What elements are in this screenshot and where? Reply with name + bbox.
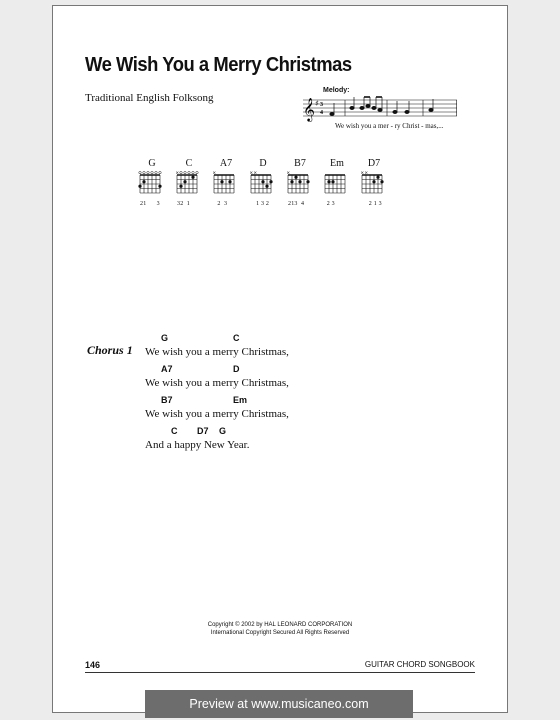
chord-fingering: 21 3	[140, 201, 160, 207]
muted-string-icon: ×	[364, 170, 369, 176]
preview-link-banner[interactable]: Preview at www.musicaneo.com	[145, 690, 413, 718]
muted-string-icon: ×	[212, 170, 217, 176]
finger-dot	[265, 185, 268, 188]
chord-fingering: 2 3	[214, 201, 228, 207]
chord-diagram	[137, 158, 167, 207]
finger-dot	[372, 180, 375, 183]
open-string-icon	[151, 171, 153, 173]
chord-symbols	[145, 395, 289, 408]
finger-dot	[380, 180, 383, 183]
open-string-icon	[155, 171, 157, 173]
chord-diagram	[174, 158, 204, 207]
chord-name: D	[259, 158, 267, 169]
treble-clef-icon: 𝄞	[303, 97, 315, 121]
chord-name: D7	[367, 158, 381, 169]
finger-dot	[138, 185, 141, 188]
chord-symbol: G	[219, 426, 227, 436]
fretboard-grid	[137, 169, 167, 195]
open-string-icon	[139, 171, 141, 173]
finger-dot	[327, 180, 330, 183]
lyric-line: We wish you a merry Christmas,	[145, 408, 289, 420]
chord-diagram	[322, 158, 352, 207]
chord-symbols	[145, 426, 249, 439]
finger-dot	[294, 176, 297, 179]
lyric-line: We wish you a merry Christmas,	[145, 346, 289, 358]
chorus-line	[145, 333, 289, 359]
finger-dot	[331, 180, 334, 183]
chord-symbol: G	[161, 333, 169, 343]
chord-symbols	[145, 333, 289, 346]
chord-name: A7	[219, 158, 233, 169]
finger-dot	[191, 176, 194, 179]
chord-diagram	[248, 158, 278, 207]
lyric-line: And a happy New Year.	[145, 439, 250, 451]
svg-text:4: 4	[320, 110, 323, 116]
finger-dot	[290, 180, 293, 183]
chord-diagram	[359, 158, 389, 207]
chorus-line	[145, 395, 289, 421]
copyright-line: Copyright © 2002 by HAL LEONARD CORPORATION	[207, 622, 353, 628]
melody-lyric: We wish you a mer - ry Christ - mas,...	[335, 122, 444, 130]
muted-string-icon: ×	[253, 170, 258, 176]
finger-dot	[269, 180, 272, 183]
chorus-line	[145, 426, 249, 452]
open-string-icon	[180, 171, 182, 173]
chord-symbol: D	[233, 364, 240, 374]
chord-fingering: 1 3 2	[251, 201, 270, 207]
finger-dot	[142, 180, 145, 183]
finger-dot	[261, 180, 264, 183]
melody-label: Melody:	[323, 87, 350, 94]
finger-dot	[179, 185, 182, 188]
chord-symbol: B7	[161, 395, 173, 405]
chord-fingering: 213 4	[288, 201, 305, 207]
muted-string-icon: ×	[286, 170, 291, 176]
fretboard-grid	[322, 169, 352, 195]
chord-name: C	[185, 158, 193, 169]
song-subtitle: Traditional English Folksong	[85, 92, 214, 104]
chord-symbols	[145, 364, 289, 377]
sheet-music-page	[52, 5, 508, 713]
finger-dot	[228, 180, 231, 183]
chord-fingering: 2 1 3	[362, 201, 382, 207]
chord-fingering: 2 3	[325, 201, 335, 207]
finger-dot	[376, 176, 379, 179]
chord-name: B7	[294, 158, 306, 169]
chord-fingering: 32 1	[177, 201, 190, 207]
lyric-line: We wish you a merry Christmas,	[145, 377, 289, 389]
song-title: We Wish You a Merry Christmas	[85, 54, 352, 76]
open-string-icon	[147, 171, 149, 173]
page-number: 146	[85, 660, 101, 670]
fretboard-grid	[211, 169, 241, 195]
book-title: GUITAR CHORD SONGBOOK	[364, 660, 475, 669]
muted-string-icon: ×	[249, 170, 254, 176]
finger-dot	[158, 185, 161, 188]
chorus-line	[145, 364, 289, 390]
finger-dot	[298, 180, 301, 183]
finger-dot	[220, 180, 223, 183]
chord-name: Em	[330, 158, 344, 169]
chord-diagram	[285, 158, 315, 207]
finger-dot	[183, 180, 186, 183]
open-string-icon	[143, 171, 145, 173]
svg-text:♯: ♯	[315, 99, 319, 108]
chord-diagram	[211, 158, 241, 207]
fretboard-grid	[174, 169, 204, 195]
fretboard-grid	[359, 169, 389, 195]
muted-string-icon: ×	[360, 170, 365, 176]
finger-dot	[306, 180, 309, 183]
open-string-icon	[184, 171, 186, 173]
copyright-notice	[53, 621, 507, 637]
open-string-icon	[196, 171, 198, 173]
chord-name: G	[148, 158, 156, 169]
chord-symbol: Em	[233, 395, 248, 405]
open-string-icon	[159, 171, 161, 173]
copyright-line: International Copyright Secured All Rights Reserved	[210, 630, 350, 636]
melody-staff	[301, 92, 461, 124]
chord-symbol: D7	[197, 426, 209, 436]
muted-string-icon: ×	[175, 170, 180, 176]
fretboard-grid	[285, 169, 315, 195]
footer-rule	[85, 672, 475, 673]
chord-symbol: C	[171, 426, 178, 436]
chord-symbol: A7	[161, 364, 173, 374]
svg-text:3: 3	[320, 102, 323, 108]
open-string-icon	[192, 171, 194, 173]
fretboard-grid	[248, 169, 278, 195]
chorus-label: Chorus 1	[87, 343, 133, 357]
open-string-icon	[188, 171, 190, 173]
chord-symbol: C	[233, 333, 240, 343]
